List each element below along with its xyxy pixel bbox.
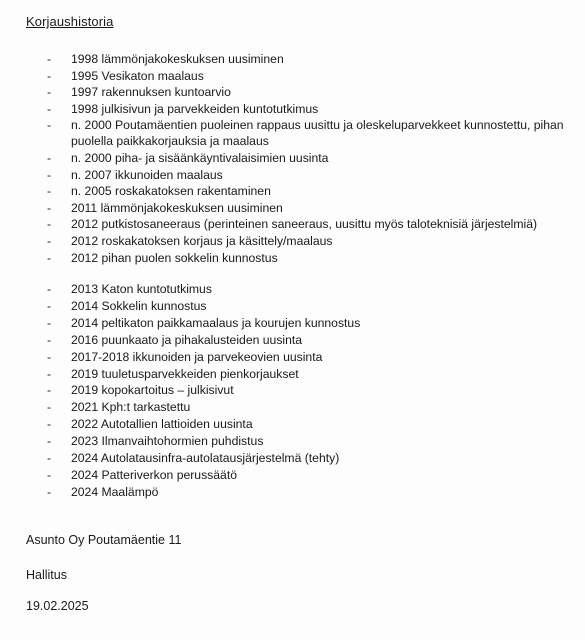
list-bullet-dash: - bbox=[47, 52, 52, 66]
list-item-text: 2014 peltikaton paikkamaalaus ja kourujen kunnostus bbox=[71, 315, 361, 330]
list-bullet-dash: - bbox=[47, 434, 52, 449]
board-signature: Hallitus bbox=[26, 568, 67, 582]
list-bullet-dash: - bbox=[47, 315, 52, 330]
list-bullet-dash: - bbox=[47, 451, 52, 465]
list-bullet-dash: - bbox=[47, 68, 52, 83]
company-name: Asunto Oy Poutamäentie 11 bbox=[26, 533, 182, 547]
list-item-text: 2014 Sokkelin kunnostus bbox=[71, 298, 207, 313]
document-date: 19.02.2025 bbox=[26, 599, 89, 613]
list-item-text: 2016 puunkaato ja pihakalusteiden uusinta bbox=[71, 332, 303, 347]
list-bullet-dash: - bbox=[47, 167, 52, 182]
list-item-text: 2024 Maalämpö bbox=[71, 484, 159, 499]
list-item-text: 2024 Autolatausinfra-autolatausjärjestelmä (tehty) bbox=[71, 451, 340, 465]
list-bullet-dash: - bbox=[47, 400, 52, 415]
list-bullet-dash: - bbox=[47, 118, 52, 133]
list-item-text: 2021 Kph:t tarkastettu bbox=[71, 400, 191, 415]
list-item-text: 2022 Autotallien lattioiden uusinta bbox=[71, 417, 253, 432]
list-item-text: 2012 pihan puolen sokkelin kunnostus bbox=[71, 250, 278, 265]
list-bullet-dash: - bbox=[47, 234, 52, 248]
list-bullet-dash: - bbox=[47, 217, 52, 232]
list-item-text: 1998 julkisivun ja parvekkeiden kuntotutkimus bbox=[71, 101, 319, 116]
list-item-text: 2024 Patteriverkon perussäätö bbox=[71, 467, 237, 482]
list-item-text: 2019 kopokartoitus – julkisivut bbox=[71, 383, 234, 398]
list-item-text: n. 2000 piha- ja sisäänkäyntivalaisimien uusinta bbox=[71, 151, 329, 165]
list-bullet-dash: - bbox=[47, 151, 52, 165]
list-bullet-dash: - bbox=[47, 282, 52, 296]
list-item-text: 2017-2018 ikkunoiden ja parvekeovien uusinta bbox=[71, 349, 323, 364]
list-bullet-dash: - bbox=[47, 383, 52, 398]
list-item-text: 1995 Vesikaton maalaus bbox=[71, 68, 204, 83]
list-item-text: n. 2000 Poutamäentien puoleinen rappaus uusittu ja oleskeluparvekkeet kunnostettu, pihan puolella paikkakorjauksia ja maalaus bbox=[71, 118, 564, 149]
list-bullet-dash: - bbox=[47, 85, 52, 100]
list-bullet-dash: - bbox=[47, 484, 52, 499]
list-item-text: 2023 Ilmanvaihtohormien puhdistus bbox=[71, 434, 264, 449]
list-bullet-dash: - bbox=[47, 417, 52, 432]
list-bullet-dash: - bbox=[47, 184, 52, 199]
list-item-text: 2013 Katon kuntotutkimus bbox=[71, 282, 212, 296]
list-bullet-dash: - bbox=[47, 250, 52, 265]
list-item-text: 1998 lämmönjakokeskuksen uusiminen bbox=[71, 52, 284, 66]
list-item-text: n. 2007 ikkunoiden maalaus bbox=[71, 167, 223, 182]
list-bullet-dash: - bbox=[47, 332, 52, 347]
document-title: Korjaushistoria bbox=[26, 14, 114, 29]
list-bullet-dash: - bbox=[47, 349, 52, 364]
list-item-text: 2019 tuuletusparvekkeiden pienkorjaukset bbox=[71, 366, 299, 381]
list-item-text: 2011 lämmönjakokeskuksen uusiminen bbox=[71, 200, 283, 215]
list-bullet-dash: - bbox=[47, 200, 52, 215]
list-bullet-dash: - bbox=[47, 298, 52, 313]
list-item-text: 1997 rakennuksen kuntoarvio bbox=[71, 85, 231, 100]
list-bullet-dash: - bbox=[47, 366, 52, 381]
list-bullet-dash: - bbox=[47, 467, 52, 482]
list-bullet-dash: - bbox=[47, 101, 52, 116]
list-item-text: 2012 putkistosaneeraus (perinteinen saneeraus, uusittu myös taloteknisiä järjestelmiä) bbox=[71, 217, 538, 232]
list-item-text: 2012 roskakatoksen korjaus ja käsittely/maalaus bbox=[71, 234, 333, 248]
list-item-text: n. 2005 roskakatoksen rakentaminen bbox=[71, 184, 271, 199]
